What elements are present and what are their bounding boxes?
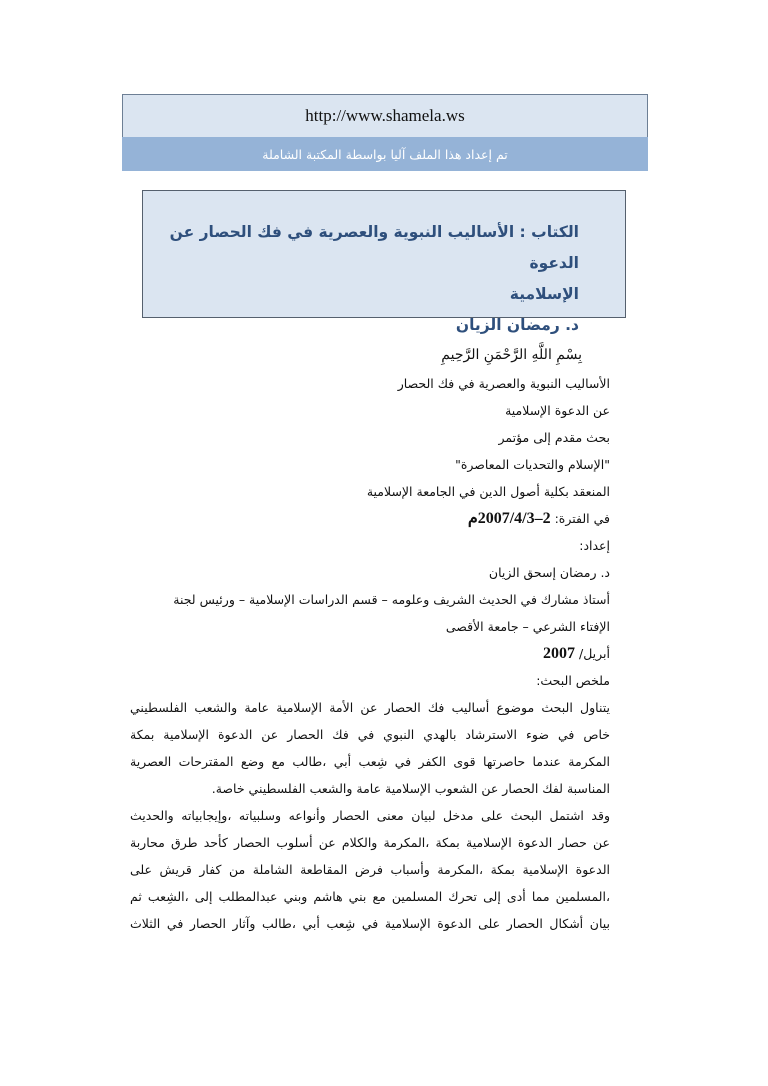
author-position-line-1: أستاذ مشارك في الحديث الشريف وعلومه – قسم الدراسات الإسلامية – ورئيس لجنة xyxy=(173,592,610,607)
abstract-line: الدعوة الإسلامية بمكة ،المكرمة وأسباب فرض المقاطعة الشاملة من كفار قريش على xyxy=(130,862,610,877)
abstract-line: بيان أشكال الحصار على الدعوة الإسلامية في شِعب أبي ،طالب وآثار الحصار في الثلاث xyxy=(130,916,610,931)
book-info-box xyxy=(142,190,626,334)
abstract-line: عن حصار الدعوة الإسلامية بمكة ،المكرمة والكلام عن أسلوب الحصار كأحد طرق محاربة xyxy=(130,835,610,850)
banner-text: تم إعداد هذا الملف آليا بواسطة المكتبة الشاملة xyxy=(262,146,508,162)
period-value: 2–2007/4/3م xyxy=(467,510,551,527)
abstract-line: المكرمة عندما حاصرتها قوى الكفر في شِعب أبي ،طالب مع وضع المقترحات العصرية xyxy=(130,754,610,769)
period-line xyxy=(130,505,610,532)
abstract-line: وقد اشتمل البحث على مدخل لبيان معنى الحصار وأنواعه وسلبياته ،وإيجابياته والحديث xyxy=(130,808,610,823)
conference-intro: بحث مقدم إلى مؤتمر xyxy=(498,430,610,445)
date-label: أبريل/ xyxy=(578,646,610,661)
abstract-heading: ملخص البحث: xyxy=(536,673,610,688)
basmala: بِسْمِ اللَّهِ الرَّحْمَنِ الرَّحِيمِ xyxy=(441,347,582,363)
conference-venue: المنعقد بكلية أصول الدين في الجامعة الإسلامية xyxy=(366,484,610,499)
document-body xyxy=(130,340,610,937)
date-line xyxy=(130,640,610,667)
author-full-name: د. رمضان إسحق الزيان xyxy=(488,565,610,580)
conference-name: "الإسلام والتحديات المعاصرة" xyxy=(455,457,610,472)
book-title-line-2: الإسلامية xyxy=(509,285,579,303)
author-position-line-2: الإفتاء الشرعي – جامعة الأقصى xyxy=(445,619,610,634)
prepared-label: إعداد: xyxy=(579,538,610,553)
title-line-2: عن الدعوة الإسلامية xyxy=(505,403,610,418)
source-url[interactable]: http://www.shamela.ws xyxy=(305,106,465,125)
period-label: في الفترة: xyxy=(554,511,610,526)
abstract-line: يتناول البحث موضوع أساليب فك الحصار عن الأمة الإسلامية عامة والشعب الفلسطيني xyxy=(130,700,610,715)
abstract-line: ،المسلمين مما أدى إلى تحرك المسلمين مع بني هاشم وبني عبدالمطلب إلى ،الشِعب ثم xyxy=(130,889,610,904)
source-url-box xyxy=(122,94,648,138)
generation-banner xyxy=(122,137,648,171)
abstract-line: خاص في ضوء الاسترشاد بالهدي النبوي في فك الحصار عن الدعوة الإسلامية بمكة xyxy=(130,727,610,742)
book-title-line-1: الكتاب : الأساليب النبوية والعصرية في فك الحصار عن الدعوة xyxy=(169,223,579,272)
date-year: 2007 xyxy=(543,645,575,662)
title-line-1: الأساليب النبوية والعصرية في فك الحصار xyxy=(397,376,610,391)
abstract-line: المناسبة لفك الحصار عن الشعوب الإسلامية عامة والشعب الفلسطيني خاصة. xyxy=(211,781,610,796)
book-author: د. رمضان الزيان xyxy=(455,316,579,334)
